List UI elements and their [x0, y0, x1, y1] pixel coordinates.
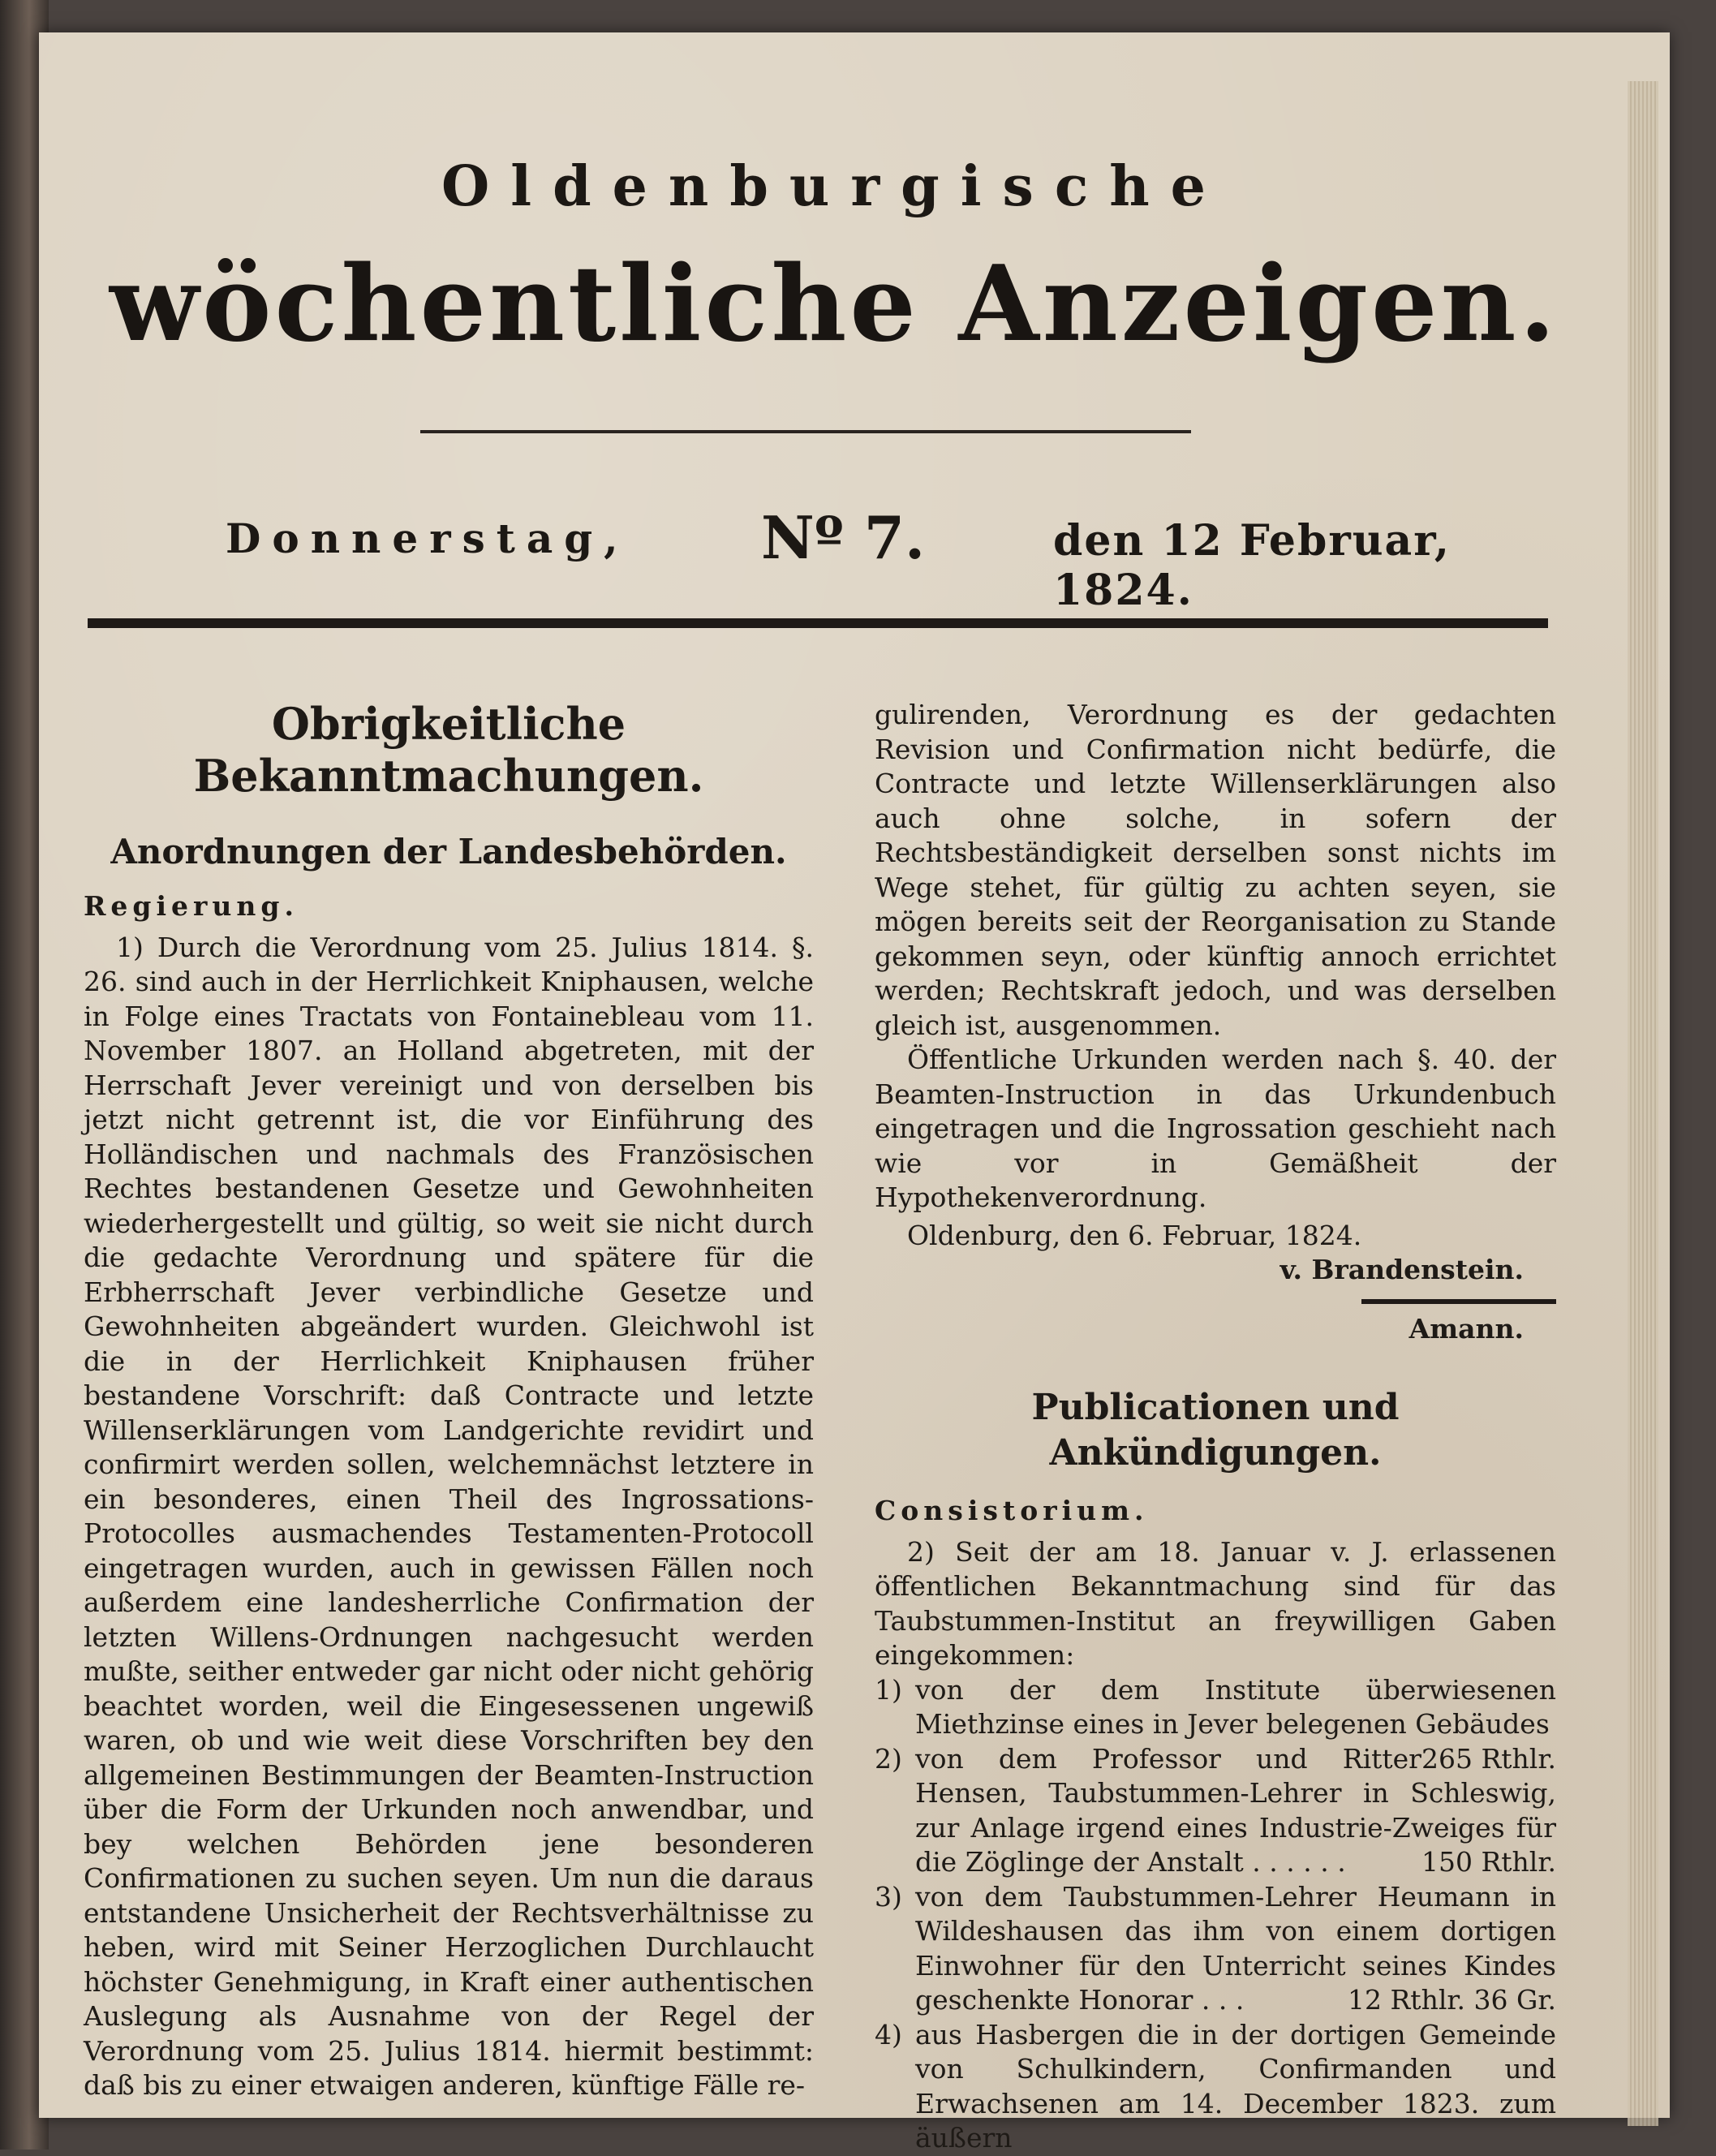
- item-text: von der dem Institute überwiesenen Miethzinse eines in Jever belegenen Gebäudes: [915, 1673, 1556, 1740]
- donation-intro: 2) Seit der am 18. Januar v. J. erlassenen öffentlichen Bekanntmachung sind für das Taubstummen-Institut an freywilligen Gaben eingekommen:: [875, 1535, 1556, 1671]
- donation-item: [875, 2018, 1556, 2156]
- item-amount: 265 Rthlr.: [1421, 1742, 1556, 1775]
- announcement-paragraph: 1) Durch die Verordnung vom 25. Julius 1814. §. 26. sind auch in der Herrlichkeit Kniphausen, welche in Folge eines Tractats von Fontainebleau vom 11. November 1807. an Holland abgetreten, mit der Herrschaft Jever vereinigt und von derselben bis jetzt nicht getrennt ist, die vor Einführung des Holländischen und nachmals des Französischen Rechtes bestandenen Gesetze und Gewohnheiten wiederhergestellt und gültig, so weit sie nicht durch die gedachte Verordnung und spätere für die Erbherrschaft Jever verbindliche Gesetze und Gewohnheiten abgeändert wurden. Gleichwohl ist die in der Herrlichkeit Kniphausen früher bestandene Vorschrift: daß Contracte und letzte Willenserklärungen vom Landgerichte revidirt und confirmirt werden sollen, welchemnächst letztere in ein besonderes, einen Theil des Ingrossations-Protocolles ausmachendes Testamenten-Protocoll eingetragen wurden, auch in gewissen Fällen noch außerdem eine landesherrliche Confirmation der letzten Willens-Ordnungen nachgesucht werden mußte, seither entweder gar nicht oder nicht gehörig beachtet worden, weil die Eingesessenen ungewiß waren, ob und wie weit diese Vorschriften bey den allgemeinen Bestimmungen der Beamten-Instruction über die Form der Urkunden noch anwendbar, und bey welchen Behörden jene besonderen Confirmationen zu suchen seyen. Um nun die daraus entstandene Unsicherheit der Rechtsverhältnisse zu heben, wird mit Seiner Herzoglichen Durchlaucht höchster Genehmigung, in Kraft einer authentischen Auslegung als Ausnahme von der Regel der Verordnung vom 25. Julius 1814. hiermit bestimmt: daß bis zu einer etwaigen anderen, künftige Fälle re-: [84, 931, 814, 2101]
- signature: v. Brandenstein.: [1279, 1254, 1524, 1285]
- item-number: 4): [875, 2018, 902, 2051]
- item-number: 2): [875, 1742, 902, 1775]
- item-text: von dem Professor und Ritter Hensen, Taubstummen-Lehrer in Schleswig, zur Anlage irgend eines Industrie-Zweiges für die Zöglinge der Anstalt . . . . . .: [915, 1742, 1556, 1878]
- continuation-paragraph: gulirenden, Verordnung es der gedachten Revision und Confirmation nicht bedürfe, die Contracte und letzte Willenserklärungen also auch ohne solche, in sofern der Rechtsbeständigkeit derselben sonst nichts im Wege stehet, für gültig zu achten seyen, sie mögen bereits seit der Reorganisation zu Stande gekommen seyn, oder künftig annoch errichtet werden; Rechtskraft jedoch, und was derselben gleich ist, ausgenommen.: [875, 699, 1556, 1041]
- item-text: aus Hasbergen die in der dortigen Gemeinde von Schulkindern, Confirmanden und Erwachsenen am 14. December 1823. zum äußern: [915, 2018, 1556, 2154]
- item-amount: 150 Rthlr.: [1421, 1846, 1556, 1878]
- donation-item: [875, 1673, 1556, 1775]
- section-title-official: Obrigkeitliche Bekanntmachungen.: [193, 698, 704, 802]
- signature-rule: [1361, 1299, 1556, 1304]
- subsection-title: Anordnungen der Landesbehörden.: [110, 832, 787, 871]
- masthead-top-line: Oldenburgische: [441, 154, 1227, 219]
- item-amount: 12 Rthlr. 36 Gr.: [1347, 1984, 1556, 2016]
- dateline: [177, 503, 1556, 615]
- issue-date: den 12 Februar, 1824.: [1053, 516, 1451, 615]
- left-column: [84, 698, 814, 2103]
- right-column: [875, 698, 1556, 2156]
- place-date: Oldenburg, den 6. Februar, 1824.: [907, 1219, 1362, 1251]
- item-text: von dem Taubstummen-Lehrer Heumann in Wildeshausen das ihm von einem dortigen Einwohner für den Unterricht seines Kindes geschenkte Honorar . . .: [915, 1880, 1556, 2016]
- authority-label: Regierung.: [84, 890, 299, 922]
- donation-item: [875, 1742, 1556, 1880]
- paragraph-public-documents: Öffentliche Urkunden werden nach §. 40. der Beamten-Instruction in das Urkundenbuch eingetragen und die Ingrossation geschieht nach wie vor in Gemäßheit der Hypothekenverordnung.: [875, 1044, 1556, 1213]
- issue-number: Nº 7.: [761, 503, 926, 572]
- item-number: 1): [875, 1673, 902, 1706]
- section-title-publications: Publicationen und Ankündigungen.: [1031, 1387, 1400, 1474]
- masthead-title: wöchentliche Anzeigen.: [109, 243, 1559, 365]
- newspaper-page: [39, 32, 1670, 2154]
- donation-item: [875, 1880, 1556, 2018]
- issue-day: Donnerstag,: [226, 514, 630, 562]
- header-rule: [88, 618, 1548, 628]
- countersignature: Amann.: [1408, 1312, 1524, 1345]
- masthead-rule: [420, 430, 1191, 433]
- page-stack-edge: [1628, 81, 1658, 2126]
- authority-label-consistory: Consistorium.: [875, 1495, 1149, 1526]
- item-number: 3): [875, 1880, 902, 1913]
